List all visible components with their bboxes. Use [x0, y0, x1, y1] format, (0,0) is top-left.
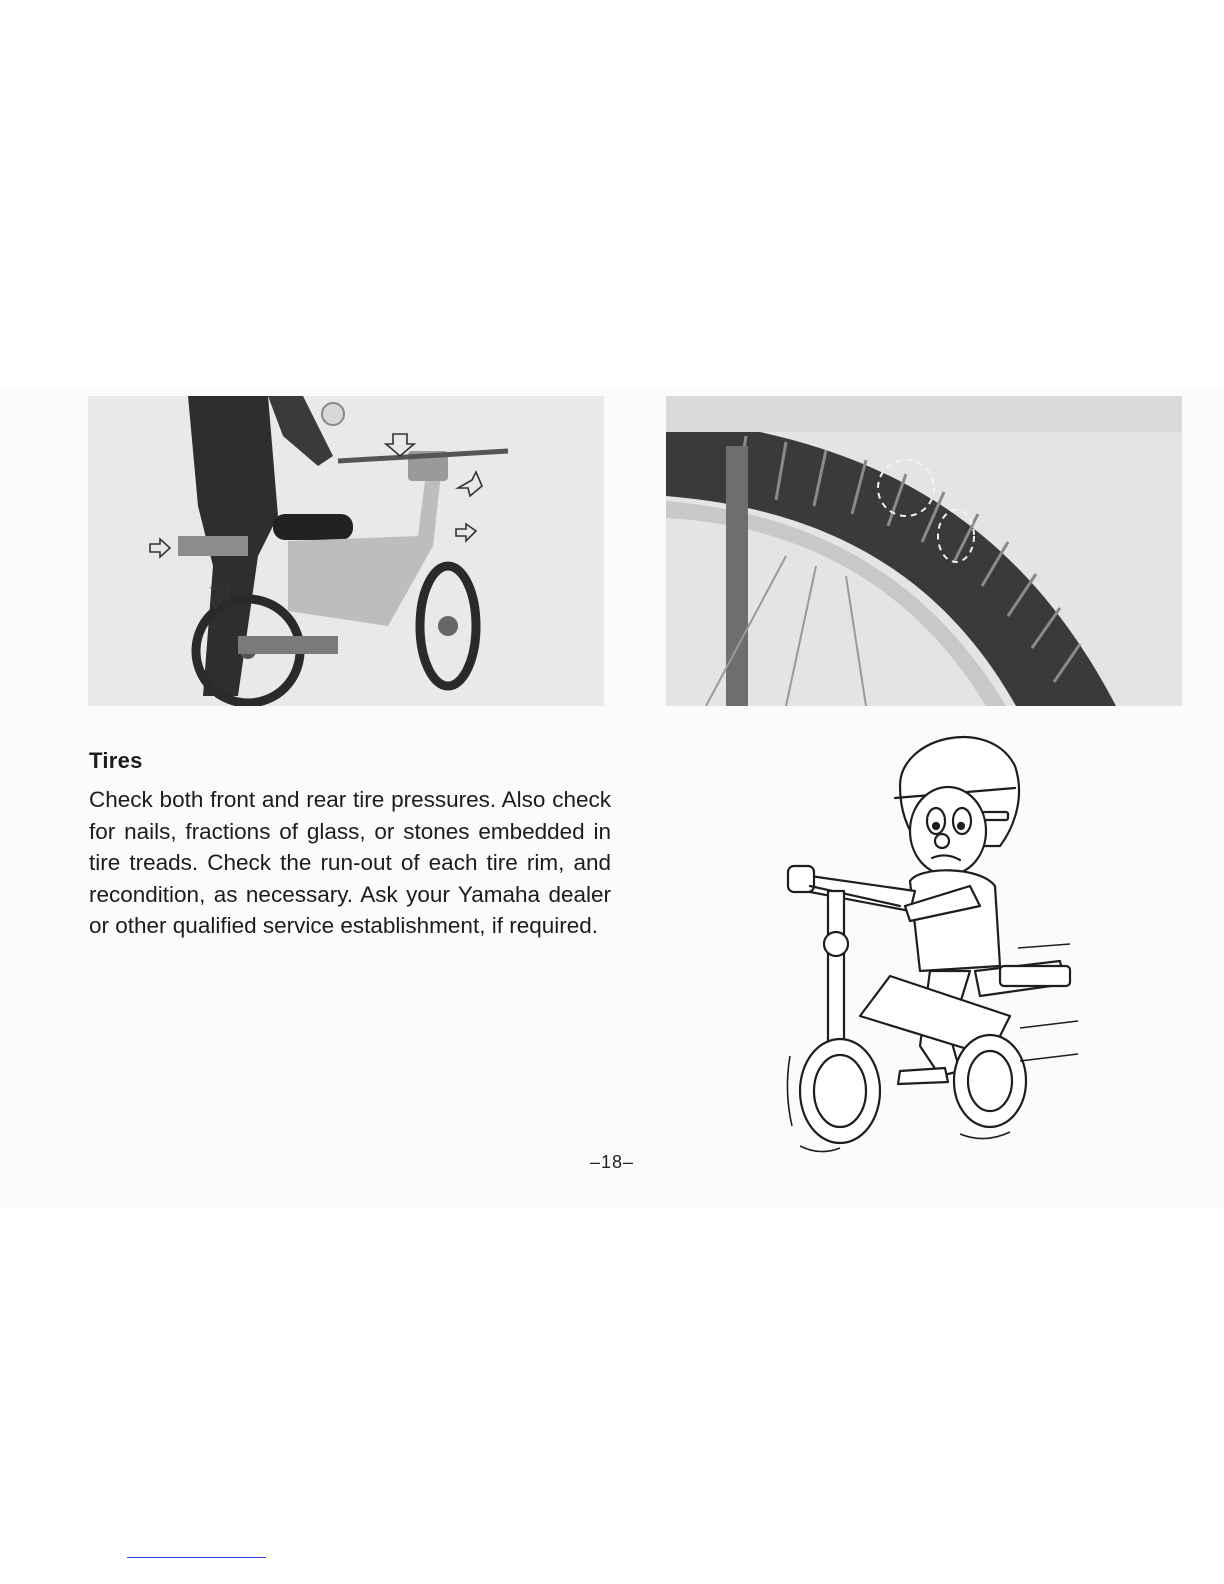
section-heading: Tires [89, 748, 143, 773]
cartoon-rider-illustration [770, 716, 1090, 1156]
tire-tread-closeup-photo [666, 396, 1182, 706]
section-body: Check both front and rear tire pressures. Also check for nails, fractions of glass, or stones embedded in tire treads. Check the run-out of each tire rim, and recondition, as necessary. Ask your Yamaha dealer or other qualified service establishment, if required. [89, 787, 611, 938]
moped-inspection-photo [88, 396, 604, 706]
page-number: –18– [589, 1152, 635, 1172]
footnote-rule [127, 1557, 266, 1558]
